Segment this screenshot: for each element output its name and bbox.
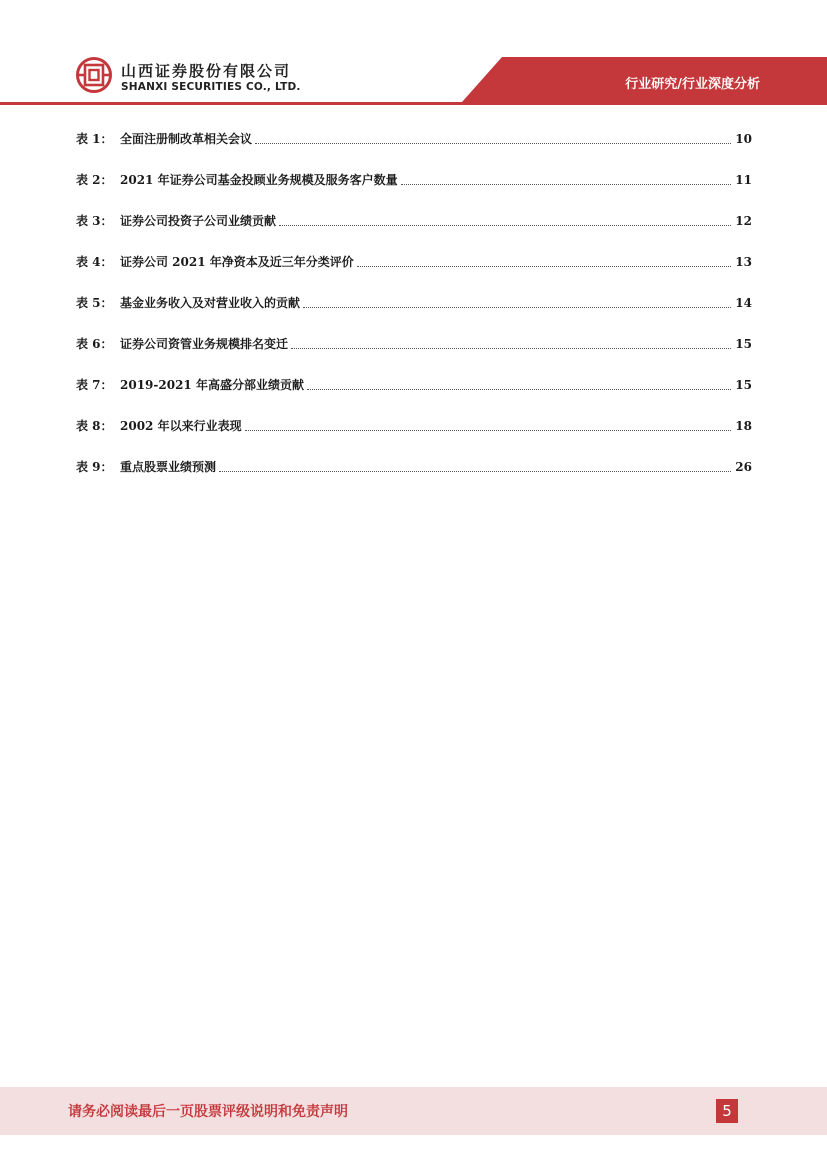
toc-title: 2002 年以来行业表现: [120, 419, 242, 433]
toc-entry[interactable]: [76, 118, 752, 159]
leader-dots: [279, 213, 731, 226]
toc-page-number: 14: [735, 295, 752, 310]
section-title: 行业研究/行业深度分析: [625, 77, 760, 92]
toc-label: 表 2：: [76, 173, 113, 187]
toc-title: 2019-2021 年高盛分部业绩贡献: [120, 378, 304, 392]
toc-title: 基金业务收入及对营业收入的贡献: [120, 296, 301, 310]
leader-dots: [357, 254, 731, 267]
toc-page-number: 15: [735, 336, 752, 351]
toc-entry[interactable]: [76, 364, 752, 405]
toc-entry[interactable]: [76, 159, 752, 200]
toc-entry[interactable]: [76, 200, 752, 241]
toc-label: 表 4：: [76, 255, 113, 269]
toc-title: 证券公司资管业务规模排名变迁: [120, 337, 289, 351]
toc-title: 重点股票业绩预测: [120, 460, 217, 474]
toc-label: 表 7：: [76, 378, 113, 392]
toc-label: 表 9：: [76, 460, 113, 474]
toc-entry[interactable]: [76, 446, 752, 487]
toc-label: 表 5：: [76, 296, 113, 310]
leader-dots: [303, 295, 731, 308]
toc-page-number: 26: [735, 459, 752, 474]
toc-page-number: 18: [735, 418, 752, 433]
header-rule: [0, 102, 827, 105]
toc-label: 表 1：: [76, 132, 113, 146]
toc-title: 证券公司投资子公司业绩贡献: [120, 214, 277, 228]
toc-label: 表 3：: [76, 214, 113, 228]
toc-entry[interactable]: [76, 323, 752, 364]
table-list: [76, 118, 752, 487]
toc-title: 2021 年证券公司基金投顾业务规模及服务客户数量: [120, 173, 398, 187]
toc-page-number: 15: [735, 377, 752, 392]
leader-dots: [245, 418, 731, 431]
shanxi-securities-logo-icon: [76, 57, 112, 93]
footer-disclaimer: 请务必阅读最后一页股票评级说明和免责声明: [68, 1104, 348, 1120]
toc-label: 表 8：: [76, 419, 113, 433]
toc-title: 全面注册制改革相关会议: [120, 132, 253, 146]
toc-page-number: 12: [735, 213, 752, 228]
page-header: [0, 0, 827, 104]
toc-entry[interactable]: [76, 241, 752, 282]
company-name-cn: 山西证券股份有限公司: [121, 62, 292, 80]
page-number: 5: [716, 1099, 738, 1123]
leader-dots: [307, 377, 731, 390]
toc-page-number: 13: [735, 254, 752, 269]
leader-dots: [255, 131, 731, 144]
toc-label: 表 6：: [76, 337, 113, 351]
leader-dots: [291, 336, 731, 349]
toc-entry[interactable]: [76, 282, 752, 323]
toc-page-number: 11: [735, 172, 752, 187]
toc-title: 证券公司 2021 年净资本及近三年分类评价: [120, 255, 354, 269]
toc-page-number: 10: [735, 131, 752, 146]
toc-entry[interactable]: [76, 405, 752, 446]
leader-dots: [401, 172, 731, 185]
leader-dots: [219, 459, 731, 472]
company-name-en: SHANXI SECURITIES CO., LTD.: [121, 81, 301, 93]
